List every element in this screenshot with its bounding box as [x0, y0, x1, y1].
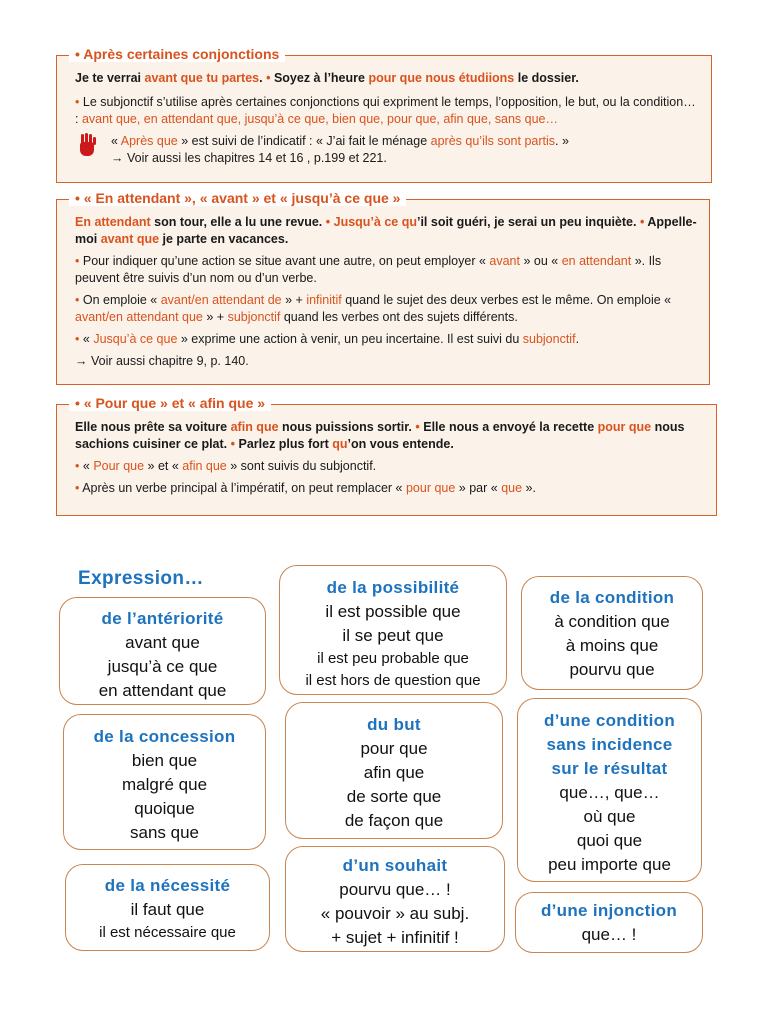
expression-title: Expression… [78, 568, 204, 589]
card-anteriorite: de l’antériorité avant que jusqu’à ce que en attendant que [59, 597, 266, 705]
card-heading: de la nécessité [104, 876, 231, 895]
card-heading: de la concession [93, 727, 236, 746]
card-necessite: de la nécessité il faut que il est nécessaire que [65, 864, 270, 951]
card-heading: d’un souhait [342, 856, 448, 875]
card-souhait: d’un souhait pourvu que… ! « pouvoir » au subj. + sujet + infinitif ! [285, 846, 505, 952]
section-en-attendant [56, 190, 710, 385]
example-sentence: Elle nous prête sa voiture afin que nous puissions sortir. • Elle nous a envoyé la recette pour que nous sachions cuisiner ce plat. • Parlez plus fort qu’on vous entende. [75, 420, 685, 451]
card-heading: d’une injonction [540, 901, 678, 920]
example-sentence: Je te verrai avant que tu partes. • Soyez à l’heure pour que nous étudiions le dossier. [75, 71, 579, 85]
section-apres-conjonctions [56, 46, 712, 183]
rule-text: • Après un verbe principal à l’impératif, on peut remplacer « pour que » par « que ». [75, 481, 536, 495]
rule-text: • On emploie « avant/en attendant de » + infinitif quand le sujet des deux verbes est le même. On emploie « avant/en attendant que » + subjonctif quand les verbes ont des sujets différents. [75, 293, 672, 324]
see-also: → Voir aussi les chapitres 14 et 16 , p.199 et 221. [111, 151, 387, 165]
card-condition: de la condition à condition que à moins que pourvu que [521, 576, 703, 690]
card-injonction: d’une injonction que… ! [515, 892, 703, 953]
section-pour-que [56, 395, 717, 516]
card-heading: de la possibilité [326, 578, 460, 597]
example-sentence: En attendant son tour, elle a lu une revue. • Jusqu’à ce qu’il soit guéri, je serai un peu inquiète. • Appelle-moi avant que je parte en vacances. [75, 215, 697, 246]
rule-text: • « Pour que » et « afin que » sont suivis du subjonctif. [75, 459, 377, 473]
note-apres-que: « Après que » est suivi de l’indicatif : « J’ai fait le ménage après qu’ils sont partis. » → Voir aussi les chapitres 14 et 16 , p.199 et 221. [75, 133, 699, 167]
card-concession: de la concession bien que malgré que quoique sans que [63, 714, 266, 850]
stop-hand-icon [77, 133, 99, 159]
card-possibilite: de la possibilité il est possible que il se peut que il est peu probable que il est hors de question que [279, 565, 507, 695]
card-heading: du but [367, 715, 421, 734]
card-but: du but pour que afin que de sorte que de façon que [285, 702, 503, 839]
see-also: → Voir aussi chapitre 9, p. 140. [75, 354, 249, 368]
bullet: • [75, 95, 80, 109]
card-heading: de la condition [549, 588, 675, 607]
card-heading: de l’antériorité [101, 609, 224, 628]
rule-text: • Pour indiquer qu’une action se situe avant une autre, on peut employer « avant » ou « en attendant ». Ils peuvent être suivis d’un nom ou d’un verbe. [75, 254, 662, 285]
card-heading: d’une condition [543, 711, 676, 730]
rule-text: • « Jusqu’à ce que » exprime une action à venir, un peu incertaine. Il est suivi du subjonctif. [75, 332, 580, 346]
section-title: • Après certaines conjonctions [69, 46, 285, 62]
section-title: • « En attendant », « avant » et « jusqu’à ce que » [69, 190, 406, 206]
card-condition-sans-incidence: d’une condition sans incidence sur le résultat que…, que… où que quoi que peu importe que [517, 698, 702, 882]
rule-text: • Le subjonctif s’utilise après certaines conjonctions qui expriment le temps, l’opposition, le but, ou la condition… : avant que, en attendant que, jusqu’à ce que, bien que, pour que, afin que, sans que… [75, 95, 696, 126]
section-title: • « Pour que » et « afin que » [69, 395, 271, 411]
